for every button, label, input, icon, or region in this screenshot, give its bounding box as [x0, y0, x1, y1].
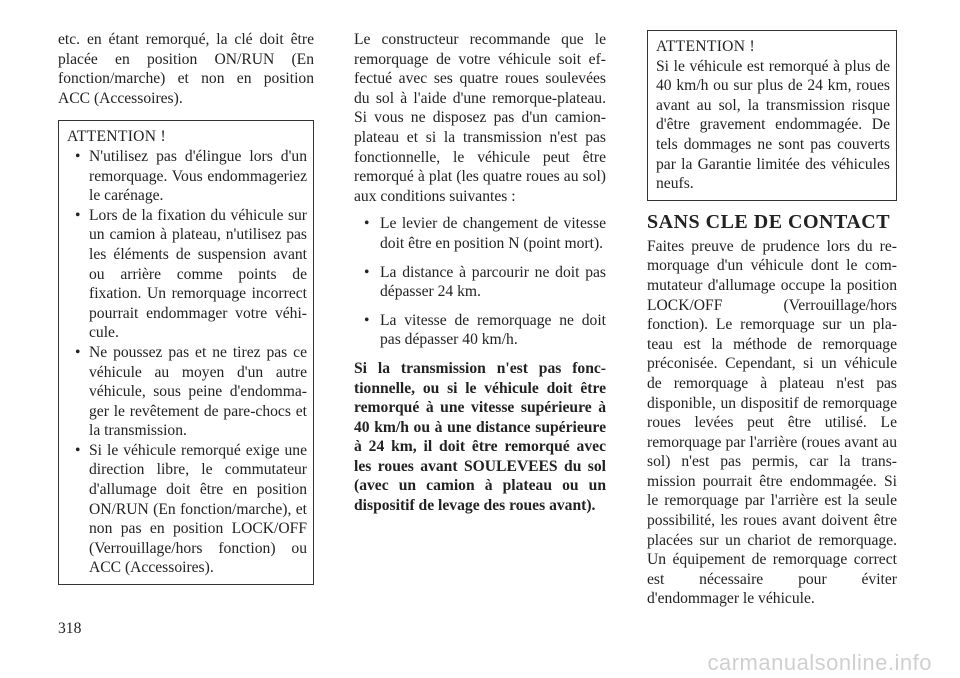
warning-text: Si le véhicule est remorqué à plus de 40 km/h ou sur plus de 24 km, roues avant au sol, la transmission risque d'être gravement endommagée. De tels dommages ne sont pas couverts par la Garantie limitée des véhicules neufs.: [656, 57, 890, 193]
page-number: 318: [58, 620, 82, 637]
right-column: [647, 30, 897, 609]
conditions-list: [354, 214, 606, 350]
section-heading: SANS CLE DE CONTACT: [647, 210, 891, 233]
bullet-icon: •: [75, 441, 81, 459]
condition-item: • La distance à parcourir ne doit pas dépasser 24 km.: [364, 263, 606, 301]
bullet-icon: •: [75, 343, 81, 361]
warning-title: ATTENTION !: [656, 38, 756, 55]
warning-item: • Lors de la fixation du véhicule sur un camion à plateau, n'utilisez pas les éléments de suspension avant ou arrière comme points de fixation. Un remorquage incorrect pourrait endommager votre véhicule.: [75, 206, 307, 342]
recommendation-paragraph: Le constructeur recommande que le remorquage de votre véhicule soit effectué avec ses quatre roues soulevées du sol à l'aide d'une remorque-plateau. Si vous ne disposez pas d'un camion-plateau et si la transmission n'est pas fonctionnelle, le véhicule peut être remorqué à plat (les quatre roues au sol) aux conditions suivantes :: [354, 31, 606, 205]
intro-paragraph: etc. en étant remorqué, la clé doit être placée en position ON/RUN (En fonction/marche) et non en position ACC (Accessoires).: [58, 31, 314, 107]
bullet-icon: •: [364, 263, 370, 281]
condition-item: • Le levier de changement de vitesse doit être en position N (point mort).: [364, 215, 606, 252]
watermark: carmanualsonline.info: [707, 650, 932, 675]
bullet-icon: •: [364, 311, 370, 329]
bold-warning-paragraph: Si la transmission n'est pas fonctionnelle, ou si le véhicule doit être remorqué à une vitesse supérieure à 40 km/h ou à une distance supérieure à 24 km, il doit être remorqué avec les roues avant SOULEVEES du sol (avec un camion à plateau ou un dispositif de levage des roues avant).: [354, 359, 606, 515]
warning-title: ATTENTION !: [67, 128, 167, 146]
warning-box: [647, 30, 897, 201]
bullet-icon: •: [364, 215, 370, 233]
section-body: Faites preuve de prudence lors du remorquage d'un véhicule dont le commutateur d'allumage occupe la position LOCK/OFF (Verrouillage/hors fonction). Le remorquage sur un plateau est la méthode de remorquage préconisée. Cependant, si un véhicule de remorquage à plateau n'est pas disponible, un dispositif de remorquage roues levées peut être utilisé. Le remorquage par l'arrière (roues avant au sol) n'est pas permis, car la transmission pourrait être endommagée. Si le remorquage par l'arrière est la seule possibilité, les roues avant doivent être placées sur un chariot de remorquage. Un équipement de remorquage correct est nécessaire pour éviter d'endommager le véhicule.: [647, 237, 897, 608]
warning-box: [58, 120, 314, 585]
warning-item: • Ne poussez pas et ne tirez pas ce véhicule au moyen d'un autre véhicule, sous peine d'endommager le revêtement de pare-chocs et la transmission.: [75, 343, 307, 440]
bullet-icon: •: [75, 206, 81, 224]
warning-item: • Si le véhicule remorqué exige une direction libre, le commutateur d'allumage doit être en position ON/RUN (En fonction/marche), et non pas en position LOCK/OFF (Verrouillage/hors fonction) ou ACC (Accessoires).: [75, 441, 307, 577]
warning-item: • N'utilisez pas d'élingue lors d'un remorquage. Vous endommageriez le carénage.: [75, 147, 307, 205]
warning-list: [67, 147, 307, 578]
bullet-icon: •: [75, 147, 81, 165]
condition-item: • La vitesse de remorquage ne doit pas dépasser 40 km/h.: [364, 311, 606, 349]
left-column: [58, 30, 314, 585]
middle-column: [354, 30, 606, 516]
